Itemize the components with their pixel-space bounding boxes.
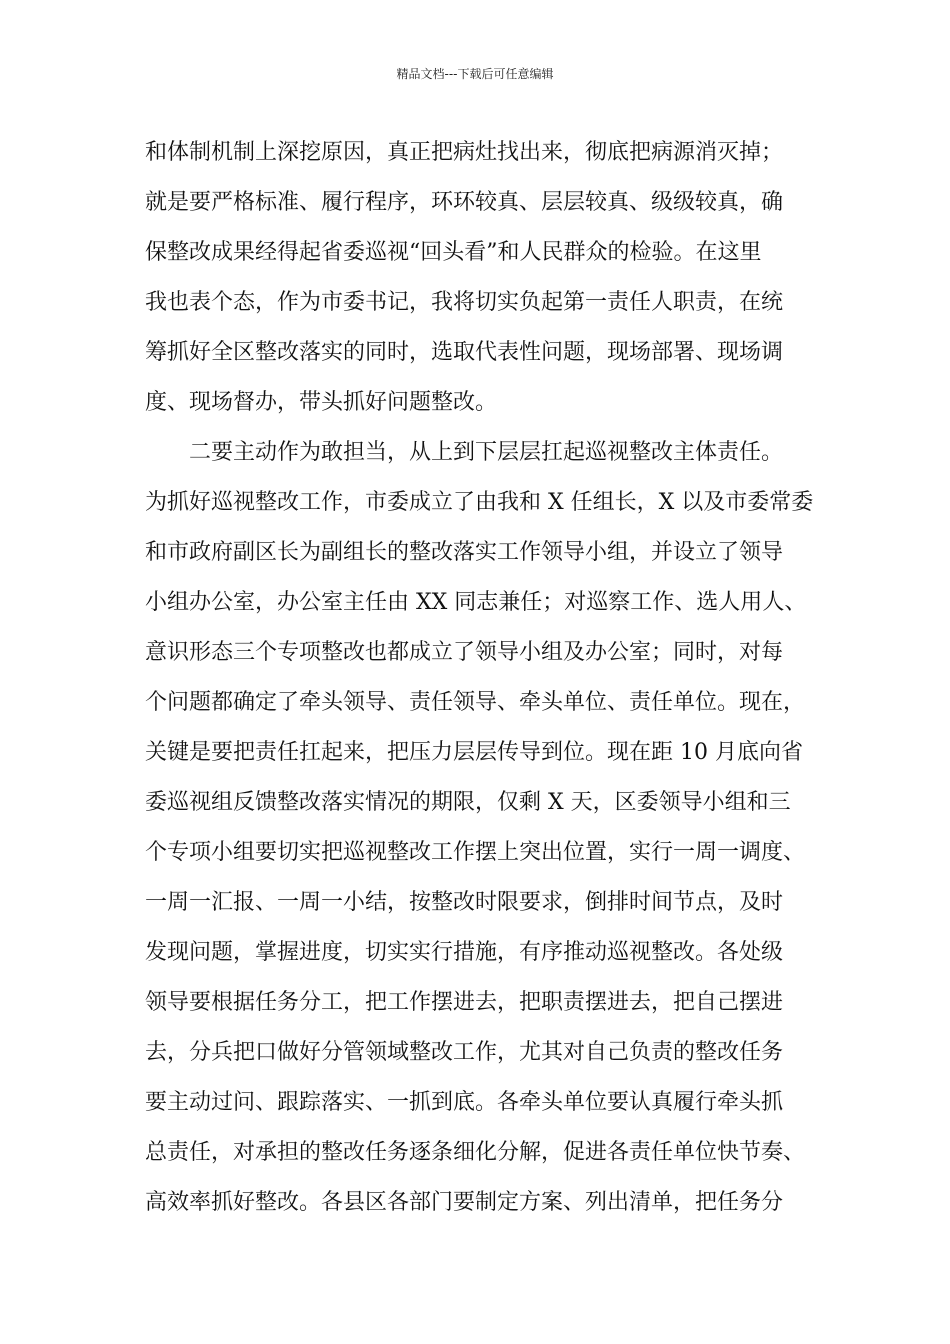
text-line: 委巡视组反馈整改落实情况的期限，仅剩 X 天，区委领导小组和三 [145, 790, 791, 815]
text-line: 高效率抓好整改。各县区各部门要制定方案、列出清单，把任务分 [145, 1190, 784, 1215]
text-line: 小组办公室，办公室主任由 XX 同志兼任；对巡察工作、选人用人、 [145, 590, 807, 615]
text-line: 去，分兵把口做好分管领域整改工作，尤其对自己负责的整改任务 [145, 1040, 784, 1065]
text-line: 一周一汇报、一周一小结，按整改时限要求，倒排时间节点，及时 [145, 890, 784, 915]
text-line: 要主动过问、跟踪落实、一抓到底。各牵头单位要认真履行牵头抓 [145, 1090, 784, 1115]
document-body [145, 128, 835, 1228]
text-line: 筹抓好全区整改落实的同时，选取代表性问题，现场部署、现场调 [145, 340, 784, 365]
text-line: 领导要根据任务分工，把工作摆进去，把职责摆进去，把自己摆进 [145, 990, 784, 1015]
text-line: 个问题都确定了牵头领导、责任领导、牵头单位、责任单位。现在， [145, 690, 806, 715]
text-line: 和市政府副区长为副组长的整改落实工作领导小组，并设立了领导 [145, 540, 784, 565]
text-line: 为抓好巡视整改工作，市委成立了由我和 X 任组长，X 以及市委常委 [145, 490, 814, 515]
text-line: 总责任，对承担的整改任务逐条细化分解，促进各责任单位快节奏、 [145, 1140, 806, 1165]
text-line: 度、现场督办，带头抓好问题整改。 [145, 390, 498, 415]
text-line: 就是要严格标准、履行程序，环环较真、层层较真、级级较真，确 [145, 190, 784, 215]
text-line: 保整改成果经得起省委巡视“回头看”和人民群众的检验。在这里 [145, 240, 762, 265]
text-line: 我也表个态，作为市委书记，我将切实负起第一责任人职责，在统 [145, 290, 784, 315]
text-line: 意识形态三个专项整改也都成立了领导小组及办公室；同时，对每 [145, 640, 784, 665]
text-line: 和体制机制上深挖原因，真正把病灶找出来，彻底把病源消灭掉； [145, 140, 784, 165]
text-line: 关键是要把责任扛起来，把压力层层传导到位。现在距 10 月底向省 [145, 740, 803, 765]
text-line: 发现问题，掌握进度，切实实行措施，有序推动巡视整改。各处级 [145, 940, 784, 965]
text-line: 个专项小组要切实把巡视整改工作摆上突出位置，实行一周一调度、 [145, 840, 806, 865]
paragraph-start-line: 二要主动作为敢担当，从上到下层层扛起巡视整改主体责任。 [145, 440, 784, 465]
page-header: 精品文档---下载后可任意编辑 [396, 67, 554, 81]
